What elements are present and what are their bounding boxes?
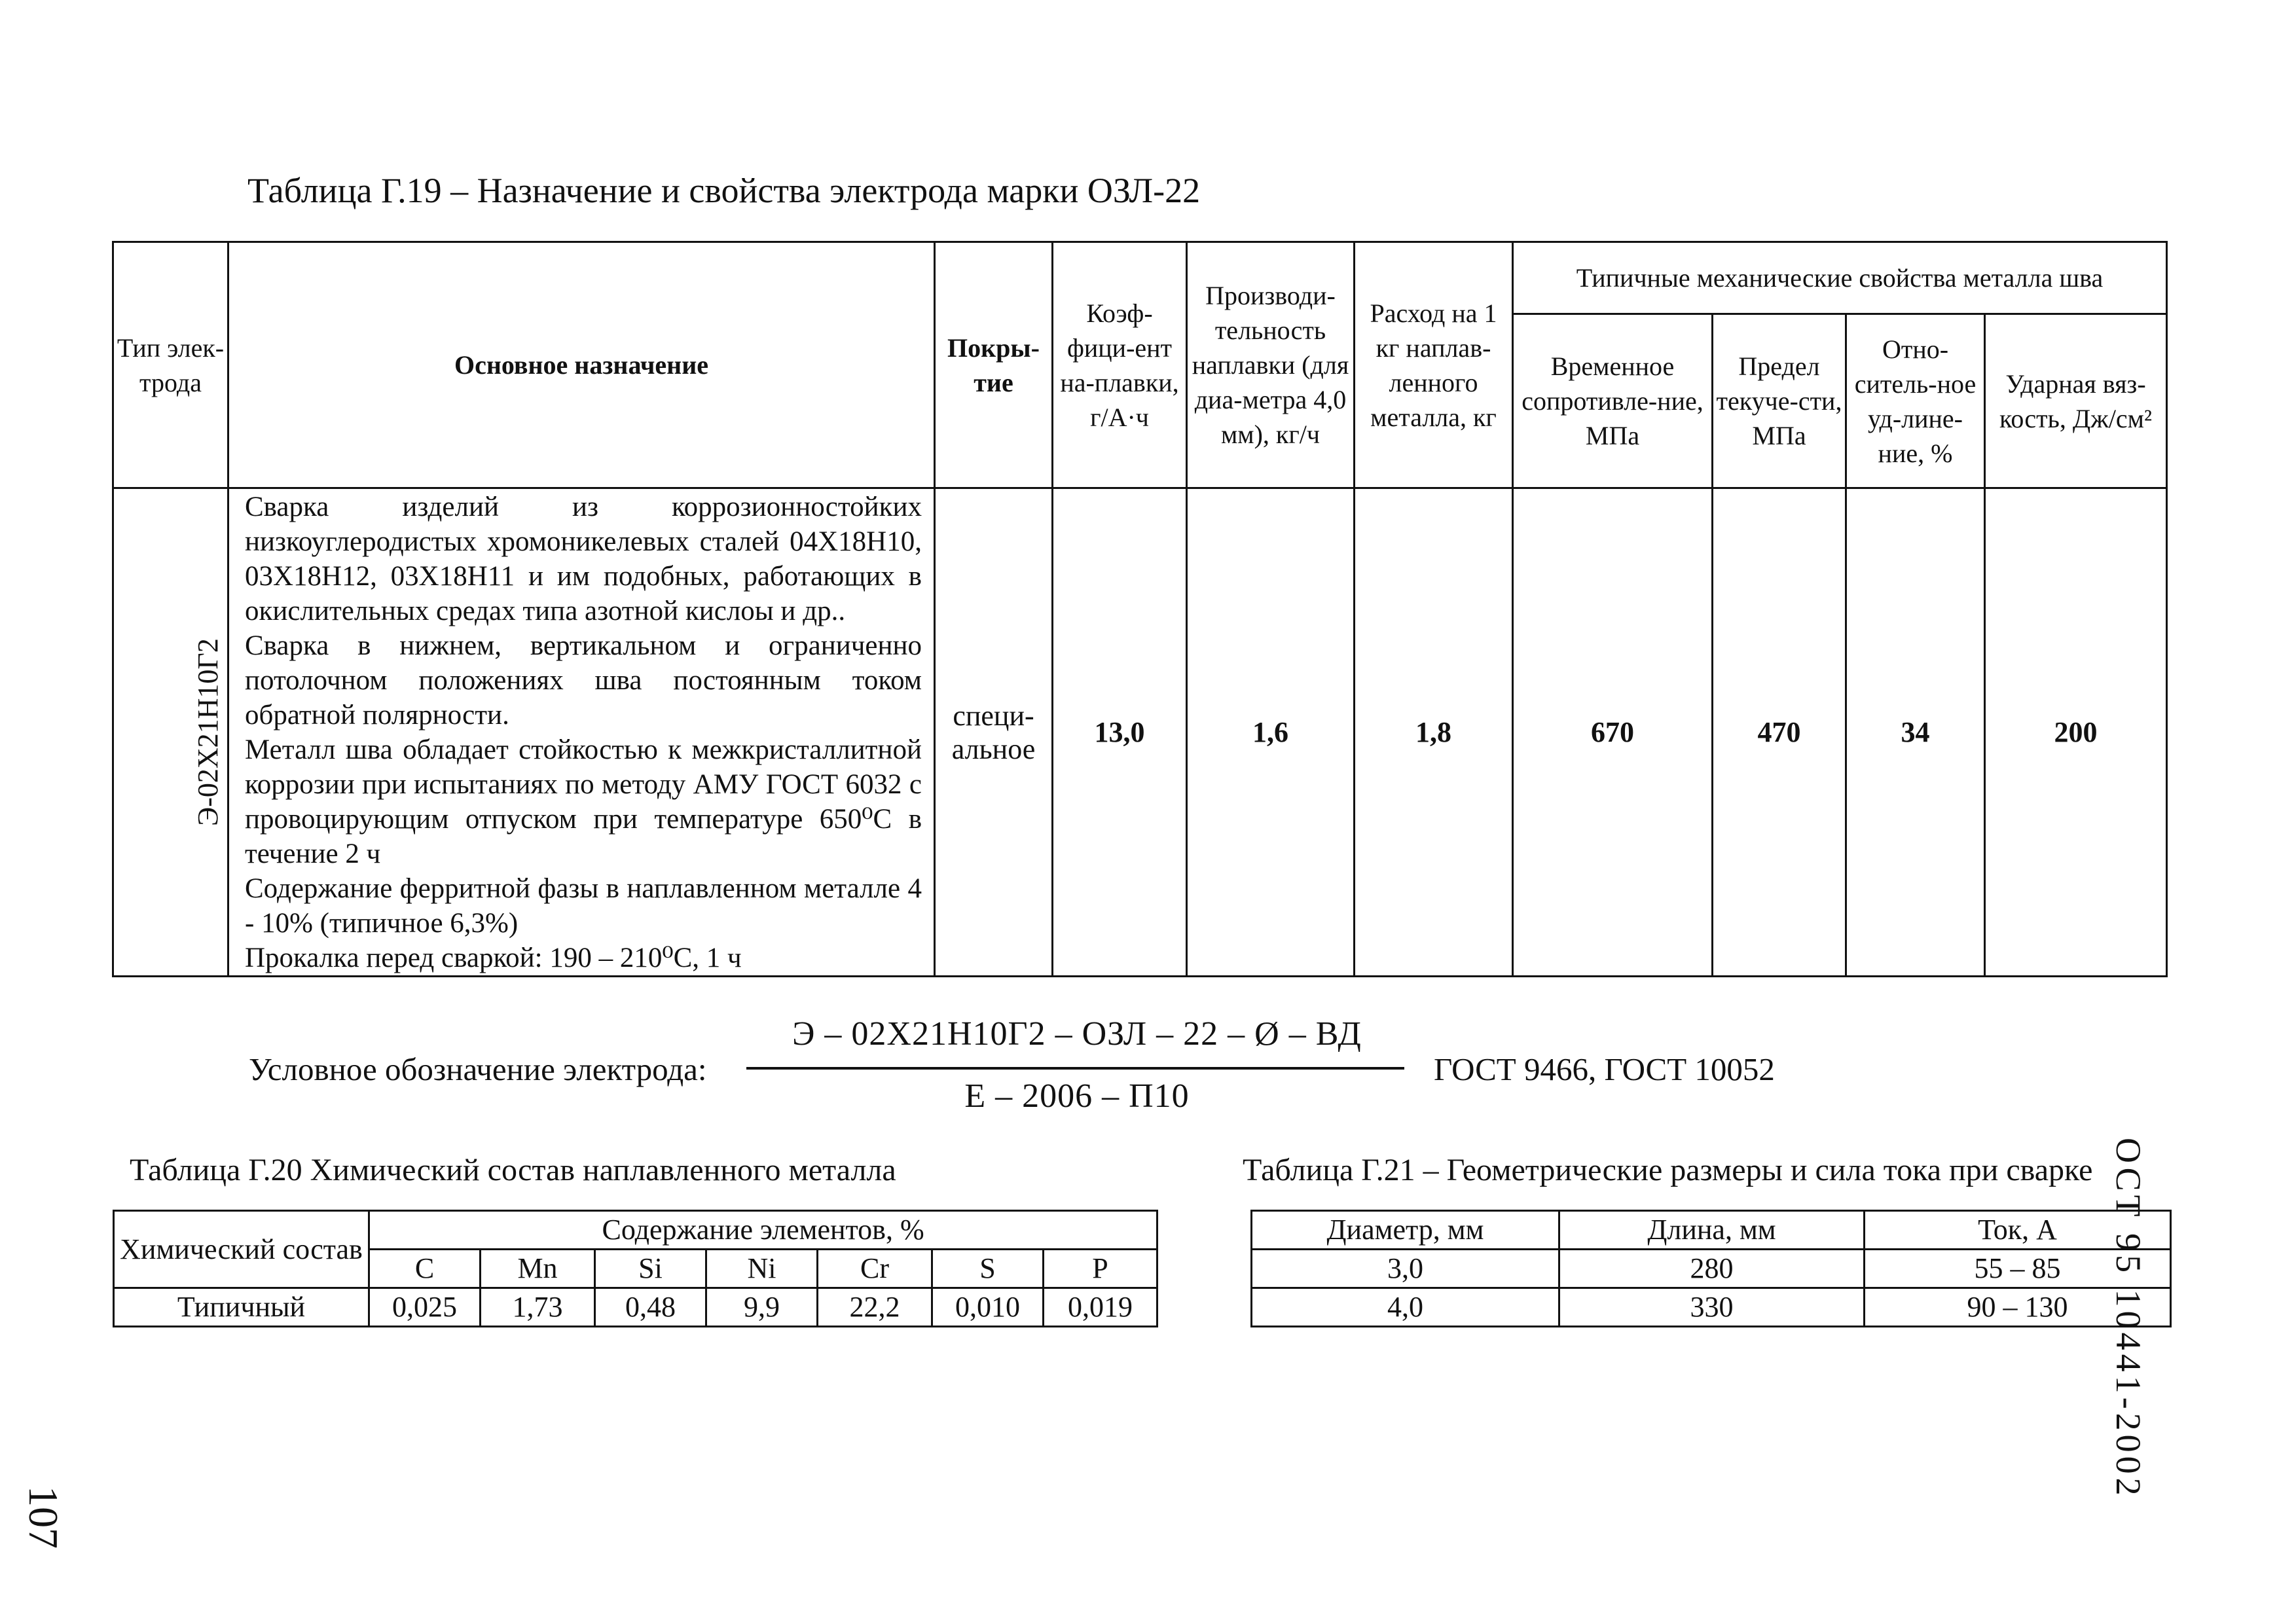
impact-value: 200 bbox=[1985, 488, 2167, 977]
designation-numerator: Э – 02Х21Н10Г2 – ОЗЛ – 22 – Ø – ВД bbox=[792, 1015, 1362, 1053]
table-g19 bbox=[112, 241, 2168, 977]
designation-denominator: Е – 2006 – П10 bbox=[964, 1077, 1190, 1115]
element-header: C bbox=[369, 1250, 481, 1288]
purpose-cell bbox=[228, 488, 935, 977]
length-value: 280 bbox=[1559, 1250, 1865, 1288]
row-label: Типичный bbox=[114, 1288, 369, 1327]
length-header: Длина, мм bbox=[1559, 1211, 1865, 1250]
electrode-type-cell bbox=[113, 488, 228, 977]
header-productivity: Производи-тельность наплавки (для диа-метра 4,0 мм), кг/ч bbox=[1187, 242, 1355, 488]
current-header: Ток, А bbox=[1865, 1211, 2171, 1250]
consumption-value: 1,8 bbox=[1355, 488, 1513, 977]
element-header: Ni bbox=[706, 1250, 818, 1288]
side-standard-code: ОСТ 95 10441-2002 bbox=[2109, 1138, 2148, 1500]
elongation-value: 34 bbox=[1846, 488, 1985, 977]
header-tensile-strength: Временное сопротивле-ние, МПа bbox=[1513, 314, 1713, 488]
element-header: Si bbox=[595, 1250, 706, 1288]
table-g21-title: Таблица Г.21 – Геометрические размеры и сила тока при сварке bbox=[1243, 1153, 2093, 1187]
current-value: 90 – 130 bbox=[1865, 1288, 2171, 1327]
table-g19-title: Таблица Г.19 – Назначение и свойства электрода марки ОЗЛ-22 bbox=[247, 171, 1201, 210]
element-header: Cr bbox=[818, 1250, 932, 1288]
purpose-paragraph: Содержание ферритной фазы в наплавленном металле 4 - 10% (типичное 6,3%) bbox=[245, 873, 922, 939]
current-value: 55 – 85 bbox=[1865, 1250, 2171, 1288]
length-value: 330 bbox=[1559, 1288, 1865, 1327]
header-purpose: Основное назначение bbox=[228, 242, 935, 488]
productivity-value: 1,6 bbox=[1187, 488, 1355, 977]
header-electrode-type: Тип элек-трода bbox=[113, 242, 228, 488]
diameter-value: 3,0 bbox=[1252, 1250, 1559, 1288]
element-header: S bbox=[932, 1250, 1044, 1288]
coefficient-value: 13,0 bbox=[1053, 488, 1187, 977]
element-value: 0,010 bbox=[932, 1288, 1044, 1327]
header-yield-strength: Предел текуче-сти, МПа bbox=[1713, 314, 1846, 488]
designation-standards: ГОСТ 9466, ГОСТ 10052 bbox=[1434, 1051, 1775, 1087]
element-value: 0,025 bbox=[369, 1288, 481, 1327]
purpose-paragraph: Металл шва обладает стойкостью к межкристаллитной коррозии при испытаниях по методу АМУ ГОСТ 6032 с провоцирующим отпуском при температуре 650⁰С в течение 2 ч bbox=[245, 734, 922, 869]
diameter-header: Диаметр, мм bbox=[1252, 1211, 1559, 1250]
purpose-paragraph: Прокалка перед сваркой: 190 – 210⁰С, 1 ч bbox=[245, 942, 742, 973]
chem-composition-header: Химический состав bbox=[114, 1211, 369, 1288]
header-elongation: Отно-ситель-ное уд-лине-ние, % bbox=[1846, 314, 1985, 488]
purpose-paragraph: Сварка изделий из коррозионностойких низкоуглеродистых хромоникелевых сталей 04Х18Н10, 03Х18Н12, 03Х18Н11 и им подобных, работающих в окислительных средах типа азотной кислоы и др.. bbox=[245, 491, 922, 626]
element-header: P bbox=[1044, 1250, 1157, 1288]
header-consumption: Расход на 1 кг наплав-ленного металла, кг bbox=[1355, 242, 1513, 488]
element-content-header: Содержание элементов, % bbox=[369, 1211, 1157, 1250]
diameter-value: 4,0 bbox=[1252, 1288, 1559, 1327]
designation-label: Условное обозначение электрода: bbox=[249, 1051, 707, 1087]
element-value: 9,9 bbox=[706, 1288, 818, 1327]
header-coating: Покры-тие bbox=[935, 242, 1053, 488]
element-value: 0,48 bbox=[595, 1288, 706, 1327]
table-g20-title: Таблица Г.20 Химический состав наплавленного металла bbox=[130, 1153, 896, 1187]
element-value: 22,2 bbox=[818, 1288, 932, 1327]
header-impact-toughness: Ударная вяз-кость, Дж/см² bbox=[1985, 314, 2167, 488]
table-g21 bbox=[1250, 1210, 2172, 1327]
element-value: 0,019 bbox=[1044, 1288, 1157, 1327]
tensile-value: 670 bbox=[1513, 488, 1713, 977]
page-number: 107 bbox=[20, 1486, 67, 1549]
element-value: 1,73 bbox=[481, 1288, 595, 1327]
fraction-line bbox=[746, 1067, 1404, 1070]
element-header: Mn bbox=[481, 1250, 595, 1288]
electrode-type-value: Э-02Х21Н10Г2 bbox=[191, 638, 224, 826]
coating-value: специ-альное bbox=[935, 488, 1053, 977]
purpose-paragraph: Сварка в нижнем, вертикальном и ограниченно потолочном положениях шва постоянным током обратной полярности. bbox=[245, 630, 922, 731]
header-mechanical-properties: Типичные механические свойства металла шва bbox=[1513, 242, 2167, 314]
table-g20 bbox=[113, 1210, 1158, 1327]
header-deposition-coefficient: Коэф-фици-ент на-плавки, г/А·ч bbox=[1053, 242, 1187, 488]
yield-value: 470 bbox=[1713, 488, 1846, 977]
